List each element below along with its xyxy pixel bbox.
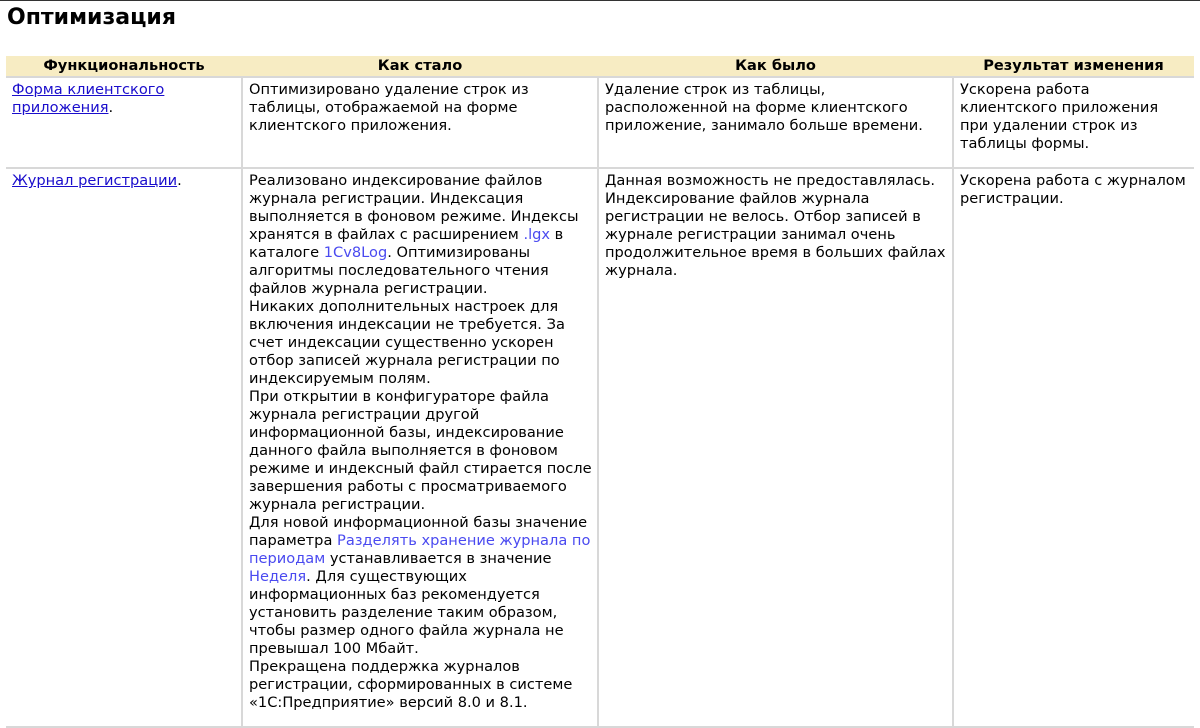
table-header-row (6, 56, 1194, 77)
text-segment: устанавливается в значение (325, 550, 552, 567)
optimization-table (6, 56, 1194, 728)
text-segment: Никаких дополнительных настроек для включения индексации не требуется. За счет индексации существенно ускорен отбор записей журнала регистрации по индексируемым полям. (249, 298, 565, 387)
text-segment: . Для существующих информационных баз рекомендуется установить разделение таким образом, чтобы размер одного файла журнала не превышал 100 Мбайт. (249, 568, 564, 657)
now-paragraph (249, 514, 593, 658)
before-cell: Данная возможность не предоставлялась. Индексирование файлов журнала регистрации не велось. Отбор записей в журнале регистрации занимал очень продолжительное время в больших файлах журнала. (598, 168, 953, 727)
now-paragraph (249, 172, 593, 298)
feature-link[interactable]: Журнал регистрации (12, 172, 178, 189)
column-header-before: Как было (598, 56, 953, 77)
highlighted-term: Разделять хранение журнала по периодам (249, 532, 591, 567)
text-segment: Оптимизировано удаление строк из таблицы, отображаемой на форме клиентского приложения. (249, 81, 529, 134)
result-cell: Ускорена работа с журналом регистрации. (953, 168, 1194, 727)
highlighted-term: 1Cv8Log (323, 244, 388, 261)
now-cell (242, 77, 598, 168)
text-segment: Для новой информационной базы значение параметра (249, 514, 588, 549)
highlighted-term: Неделя (249, 568, 307, 585)
column-header-feature: Функциональность (6, 56, 242, 77)
column-header-now: Как стало (242, 56, 598, 77)
feature-cell (6, 77, 242, 168)
column-header-result: Результат изменения (953, 56, 1194, 77)
now-paragraph (249, 388, 593, 514)
text-segment: При открытии в конфигураторе файла журнала регистрации другой информационной базы, индексирование данного файла выполняется в фоновом режиме и индексный файл стирается после завершения работы с просматриваемого журнала регистрации. (249, 388, 592, 513)
feature-cell (6, 168, 242, 727)
now-cell (242, 168, 598, 727)
feature-link[interactable]: Форма клиентского приложения (12, 81, 165, 116)
page-title: Оптимизация (7, 5, 176, 30)
now-paragraph (249, 298, 593, 388)
before-cell: Удаление строк из таблицы, расположенной на форме клиентского приложение, занимало больше времени. (598, 77, 953, 168)
text-segment: Прекращена поддержка журналов регистрации, сформированных в системе «1С:Предприятие» версий 8.0 и 8.1. (249, 658, 573, 711)
table-row (6, 77, 1194, 168)
now-paragraph (249, 658, 593, 712)
highlighted-term: .lgx (523, 226, 551, 243)
text-segment: в каталоге (249, 226, 564, 261)
text-segment: Реализовано индексирование файлов журнала регистрации. Индексация выполняется в фоновом режиме. Индексы хранятся в файлах с расширением (249, 172, 579, 243)
now-paragraph (249, 81, 593, 135)
table-row (6, 168, 1194, 727)
result-cell: Ускорена работа клиентского приложения при удалении строк из таблицы формы. (953, 77, 1194, 168)
feature-suffix: . (108, 99, 114, 116)
feature-suffix: . (177, 172, 182, 189)
text-segment: . Оптимизированы алгоритмы последовательного чтения файлов журнала регистрации. (249, 244, 549, 297)
